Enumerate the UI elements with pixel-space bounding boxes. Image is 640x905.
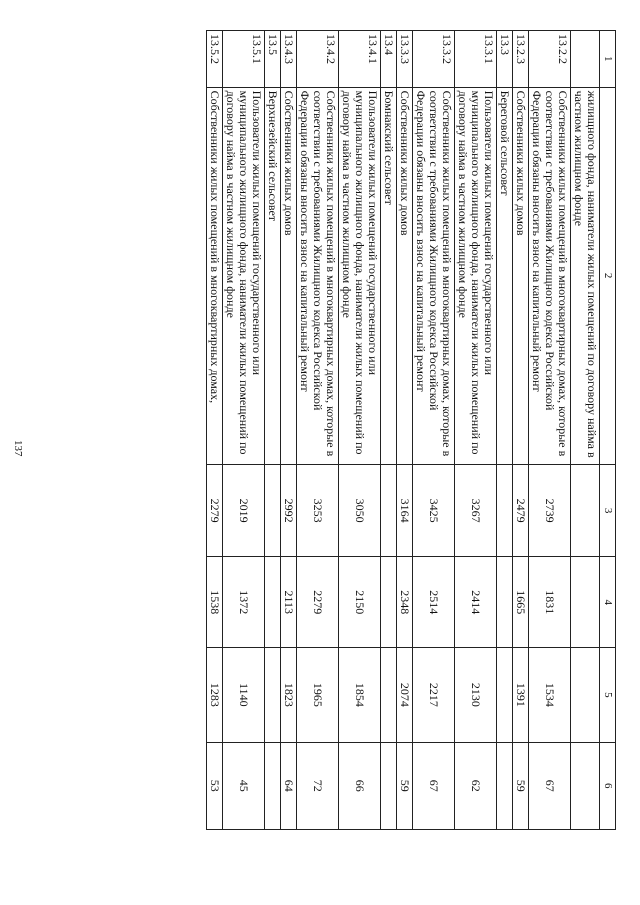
column-header-2: 2 — [600, 87, 616, 464]
row-value-col5: 1391 — [513, 648, 529, 742]
row-value-col6: 67 — [413, 742, 455, 829]
row-value-col5: 1965 — [297, 648, 339, 742]
row-value-col3: 2479 — [513, 464, 529, 557]
row-value-col3: 3050 — [339, 464, 381, 557]
table-row — [339, 31, 381, 830]
row-value-col4: 2113 — [281, 557, 297, 648]
page-number: 137 — [12, 440, 24, 457]
row-code: 13.4.2 — [297, 31, 339, 88]
row-value-col3: 3164 — [397, 464, 413, 557]
row-value-col5 — [381, 648, 397, 742]
row-name: Собственники жилых помещений в многоквартирных домах, которые в соответствии с требованиями Жилищного кодекса Российской Федерации обязаны вносить взнос на капитальный ремонт — [297, 87, 339, 464]
row-value-col6 — [265, 742, 281, 829]
row-value-col4: 2348 — [397, 557, 413, 648]
row-value-col4 — [571, 557, 600, 648]
column-header-4: 4 — [600, 557, 616, 648]
row-value-col3 — [265, 464, 281, 557]
table-row — [265, 31, 281, 830]
table-row — [223, 31, 265, 830]
row-value-col3: 3253 — [297, 464, 339, 557]
row-name: Собственники жилых домов — [397, 87, 413, 464]
row-name: Собственники жилых помещений в многоквартирных домах, — [207, 87, 223, 464]
row-value-col5 — [571, 648, 600, 742]
column-header-6: 6 — [600, 742, 616, 829]
row-code: 13.3.3 — [397, 31, 413, 88]
row-value-col5: 2130 — [455, 648, 497, 742]
row-code: 13.5.1 — [223, 31, 265, 88]
row-value-col3 — [497, 464, 513, 557]
table-row — [297, 31, 339, 830]
row-value-col5: 1140 — [223, 648, 265, 742]
row-value-col5 — [265, 648, 281, 742]
table-body — [207, 31, 616, 830]
row-name: Береговой сельсовет — [497, 87, 513, 464]
row-value-col6 — [497, 742, 513, 829]
row-value-col3: 2019 — [223, 464, 265, 557]
row-value-col5: 1283 — [207, 648, 223, 742]
row-name: Пользователи жилых помещений государственного или муниципального жилищного фонда, наниматели жилых помещений по договору найма в частном жилищном фонде — [455, 87, 497, 464]
row-value-col6: 45 — [223, 742, 265, 829]
row-value-col4: 1538 — [207, 557, 223, 648]
row-value-col3: 3425 — [413, 464, 455, 557]
row-value-col5: 1823 — [281, 648, 297, 742]
row-value-col6: 53 — [207, 742, 223, 829]
table-row — [381, 31, 397, 830]
row-value-col4: 1372 — [223, 557, 265, 648]
row-code: 13.5.2 — [207, 31, 223, 88]
row-value-col6: 59 — [513, 742, 529, 829]
row-value-col4: 1665 — [513, 557, 529, 648]
row-name: Пользователи жилых помещений государственного или муниципального жилищного фонда, наниматели жилых помещений по договору найма в частном жилищном фонде — [339, 87, 381, 464]
row-value-col6: 66 — [339, 742, 381, 829]
row-value-col4 — [265, 557, 281, 648]
row-value-col6 — [571, 742, 600, 829]
row-value-col5 — [497, 648, 513, 742]
column-header-3: 3 — [600, 464, 616, 557]
tariff-table — [206, 30, 616, 830]
row-name: Бомнакский сельсовет — [381, 87, 397, 464]
table-row — [207, 31, 223, 830]
row-name: жилищного фонда, наниматели жилых помещений по договору найма в частном жилищном фонде — [571, 87, 600, 464]
row-value-col6: 62 — [455, 742, 497, 829]
row-code: 13.3.2 — [413, 31, 455, 88]
row-code: 13.4.3 — [281, 31, 297, 88]
row-value-col4 — [381, 557, 397, 648]
row-code: 13.2.2 — [529, 31, 571, 88]
table-row — [513, 31, 529, 830]
row-value-col4 — [497, 557, 513, 648]
table-row — [571, 31, 600, 830]
rotated-table-container — [74, 30, 616, 830]
row-value-col4: 2150 — [339, 557, 381, 648]
row-code: 13.3.1 — [455, 31, 497, 88]
row-value-col6: 64 — [281, 742, 297, 829]
row-value-col6: 72 — [297, 742, 339, 829]
row-value-col4: 2514 — [413, 557, 455, 648]
row-name: Собственники жилых домов — [513, 87, 529, 464]
row-value-col3: 2279 — [207, 464, 223, 557]
row-code: 13.4 — [381, 31, 397, 88]
row-value-col5: 1854 — [339, 648, 381, 742]
row-code: 13.2.3 — [513, 31, 529, 88]
column-header-1: 1 — [600, 31, 616, 88]
row-name: Верхнезейский сельсовет — [265, 87, 281, 464]
row-name: Пользователи жилых помещений государственного или муниципального жилищного фонда, наниматели жилых помещений по договору найма в частном жилищном фонде — [223, 87, 265, 464]
table-row — [529, 31, 571, 830]
table-row — [397, 31, 413, 830]
row-value-col4: 2414 — [455, 557, 497, 648]
row-value-col3 — [571, 464, 600, 557]
row-value-col4: 1831 — [529, 557, 571, 648]
row-code: 13.5 — [265, 31, 281, 88]
row-code: 13.4.1 — [339, 31, 381, 88]
row-name: Собственники жилых помещений в многоквартирных домах, которые в соответствии с требованиями Жилищного кодекса Российской Федерации обязаны вносить взнос на капитальный ремонт — [413, 87, 455, 464]
row-code: 13.3 — [497, 31, 513, 88]
row-value-col5: 1534 — [529, 648, 571, 742]
row-value-col6: 59 — [397, 742, 413, 829]
row-value-col6 — [381, 742, 397, 829]
row-name: Собственники жилых домов — [281, 87, 297, 464]
table-header-row — [600, 31, 616, 830]
table-row — [281, 31, 297, 830]
row-value-col3: 3267 — [455, 464, 497, 557]
row-name: Собственники жилых помещений в многоквартирных домах, которые в соответствии с требованиями Жилищного кодекса Российской Федерации обязаны вносить взнос на капитальный ремонт — [529, 87, 571, 464]
column-header-5: 5 — [600, 648, 616, 742]
row-value-col3: 2992 — [281, 464, 297, 557]
row-value-col5: 2074 — [397, 648, 413, 742]
row-code — [571, 31, 600, 88]
table-row — [455, 31, 497, 830]
table-row — [413, 31, 455, 830]
row-value-col4: 2279 — [297, 557, 339, 648]
row-value-col6: 67 — [529, 742, 571, 829]
table-row — [497, 31, 513, 830]
row-value-col3: 2739 — [529, 464, 571, 557]
row-value-col5: 2217 — [413, 648, 455, 742]
row-value-col3 — [381, 464, 397, 557]
